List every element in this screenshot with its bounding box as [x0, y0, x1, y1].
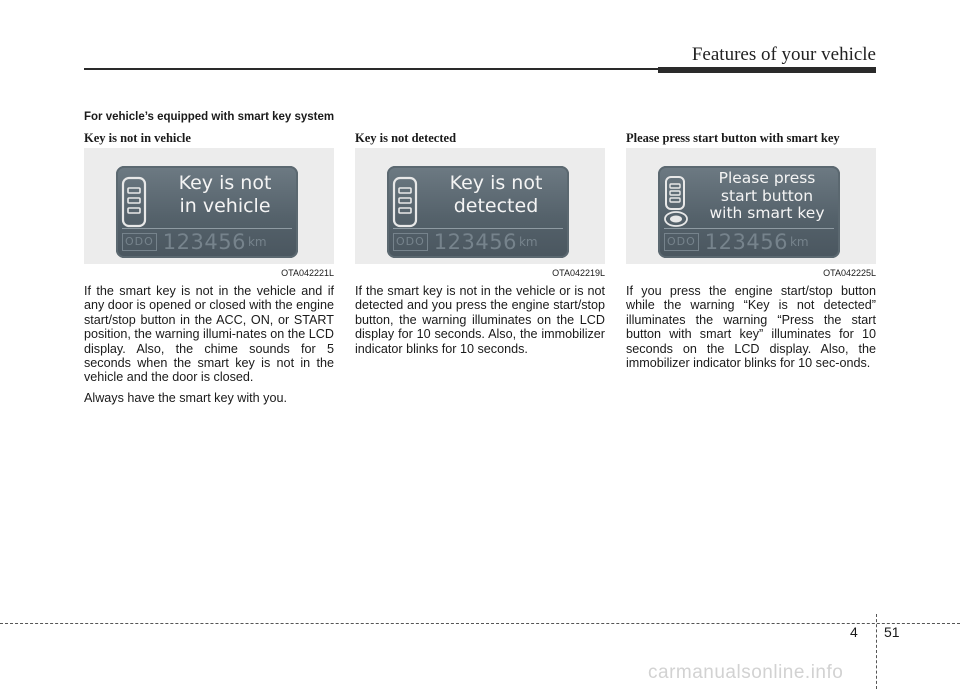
- figure-code: OTA042221L: [281, 268, 334, 278]
- page-number: 51: [884, 624, 900, 640]
- lcd-line-1: Key is not: [449, 172, 543, 194]
- odometer-label: ODO: [122, 233, 157, 251]
- chapter-number: 4: [850, 624, 858, 640]
- section-heading: For vehicle’s equipped with smart key system: [84, 111, 335, 123]
- body-paragraph: If the smart key is not in the vehicle and if any door is opened or closed with the engine start/stop button in the ACC, ON, or START position, the warning illumi-nates on the LCD display. Also, the chime sounds for 5 seconds when the smart key is not in the vehicle and the door is closed.: [84, 284, 334, 385]
- odometer-value: 123456: [704, 230, 788, 254]
- figure-code: OTA042219L: [552, 268, 605, 278]
- start-button-icon: [663, 210, 689, 228]
- figure-code: OTA042225L: [823, 268, 876, 278]
- odometer-unit: km: [247, 235, 267, 249]
- smart-key-icon: [121, 176, 147, 228]
- lcd-line-1: Please press: [718, 169, 816, 187]
- column-key-not-detected: [355, 129, 605, 356]
- lcd-divider: [664, 228, 834, 229]
- footer-divider: [876, 614, 877, 689]
- lcd-message: [425, 172, 567, 218]
- lcd-line-1: Key is not: [178, 172, 272, 194]
- lcd-line-2: detected: [453, 195, 539, 217]
- lcd-line-2: in vehicle: [179, 195, 271, 217]
- lcd-display: [387, 166, 569, 258]
- header-rule-accent: [658, 67, 876, 73]
- odometer-label: ODO: [664, 233, 699, 251]
- lcd-message: [154, 172, 296, 218]
- smart-key-icon: [392, 176, 418, 228]
- lcd-line-2: start button: [720, 186, 814, 205]
- header-rule: [84, 68, 660, 70]
- odometer-unit: km: [518, 235, 538, 249]
- lcd-display: [116, 166, 298, 258]
- odometer: [393, 230, 563, 254]
- lcd-figure: [626, 148, 876, 264]
- lcd-message: [696, 170, 838, 223]
- body-paragraph: If you press the engine start/stop button while the warning “Key is not detected” illuminates the warning “Press the start button with smart key” illuminates for 10 seconds on the LCD display. Also, the immobilizer indicator blinks for 10 sec-onds.: [626, 284, 876, 371]
- odometer: [664, 230, 834, 254]
- footer-rule: [0, 623, 960, 624]
- body-paragraph: If the smart key is not in the vehicle or is not detected and you press the engine start/stop button, the warning illuminates on the LCD display for 10 seconds. Also, the immobilizer indicator blinks for 10 seconds.: [355, 284, 605, 356]
- lcd-display: [658, 166, 840, 258]
- column-title: Key is not in vehicle: [84, 131, 191, 145]
- column-title: Key is not detected: [355, 131, 457, 145]
- lcd-divider: [393, 228, 563, 229]
- lcd-line-3: with smart key: [709, 204, 825, 222]
- lcd-divider: [122, 228, 292, 229]
- column-title: Please press start button with smart key: [626, 131, 840, 145]
- column-press-start-button: [626, 129, 876, 370]
- odometer-unit: km: [789, 235, 809, 249]
- odometer-value: 123456: [162, 230, 246, 254]
- lcd-figure: [84, 148, 334, 264]
- page-header-title: Features of your vehicle: [691, 44, 876, 65]
- odometer: [122, 230, 292, 254]
- odometer-label: ODO: [393, 233, 428, 251]
- watermark: carmanualsonline.info: [648, 662, 844, 683]
- body-paragraph: Always have the smart key with you.: [84, 390, 287, 405]
- lcd-figure: [355, 148, 605, 264]
- odometer-value: 123456: [433, 230, 517, 254]
- column-key-not-in-vehicle: [84, 129, 334, 405]
